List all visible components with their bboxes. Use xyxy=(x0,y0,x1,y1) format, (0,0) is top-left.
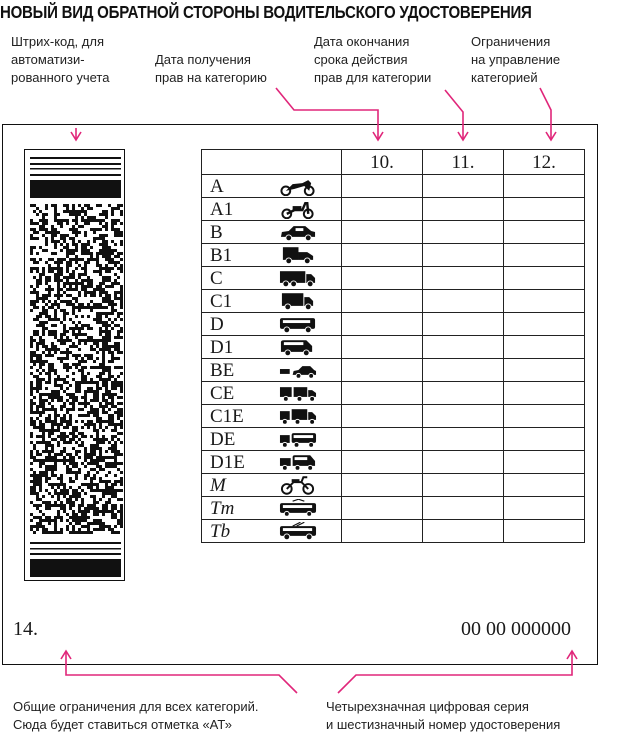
category-row-ce xyxy=(202,382,585,405)
category-c10-cell xyxy=(342,474,423,497)
category-label: CE xyxy=(210,383,235,404)
category-c11-cell xyxy=(423,405,504,428)
annotation-restrictions xyxy=(471,33,560,87)
category-label: Tb xyxy=(210,521,231,542)
header-col-12: 12. xyxy=(504,150,585,175)
category-cell xyxy=(202,474,342,497)
category-row-c1 xyxy=(202,290,585,313)
category-c12-cell xyxy=(504,336,585,359)
category-c11-cell xyxy=(423,451,504,474)
annotation-line: прав для категории xyxy=(314,70,432,85)
category-label: BE xyxy=(210,360,235,381)
category-cell xyxy=(202,359,342,382)
category-label: A1 xyxy=(210,199,234,220)
category-c12-cell xyxy=(504,267,585,290)
bus-trailer-icon xyxy=(279,430,317,449)
table-header-row xyxy=(202,150,585,175)
category-cell xyxy=(202,451,342,474)
annotation-general xyxy=(13,698,258,734)
category-cell xyxy=(202,405,342,428)
category-row-tb xyxy=(202,520,585,543)
annotation-line: автоматизи- xyxy=(11,52,85,67)
header-col-10: 10. xyxy=(342,150,423,175)
category-c11-cell xyxy=(423,359,504,382)
minibus-icon xyxy=(279,338,317,357)
category-c12-cell xyxy=(504,244,585,267)
category-row-c1e xyxy=(202,405,585,428)
category-row-be xyxy=(202,359,585,382)
category-label: M xyxy=(210,475,226,496)
category-c12-cell xyxy=(504,497,585,520)
category-c10-cell xyxy=(342,451,423,474)
category-c12-cell xyxy=(504,175,585,198)
category-row-m xyxy=(202,474,585,497)
category-c12-cell xyxy=(504,451,585,474)
small-truck-icon xyxy=(279,246,317,265)
category-cell xyxy=(202,244,342,267)
category-c10-cell xyxy=(342,198,423,221)
category-c12-cell xyxy=(504,474,585,497)
category-c10-cell xyxy=(342,267,423,290)
category-cell xyxy=(202,267,342,290)
annotation-line: Штрих-код, для xyxy=(11,34,104,49)
annotation-line: прав на категорию xyxy=(155,70,267,85)
category-row-tm xyxy=(202,497,585,520)
annotation-line: рованного учета xyxy=(11,70,110,85)
medium-truck-trailer-icon xyxy=(279,407,317,426)
header-blank-cell xyxy=(202,150,342,175)
category-c11-cell xyxy=(423,313,504,336)
category-label: B1 xyxy=(210,245,233,266)
category-c11-cell xyxy=(423,267,504,290)
header-col-11: 11. xyxy=(423,150,504,175)
category-cell xyxy=(202,497,342,520)
category-c11-cell xyxy=(423,474,504,497)
annotation-barcode xyxy=(11,33,109,87)
category-row-c xyxy=(202,267,585,290)
category-c12-cell xyxy=(504,359,585,382)
categories-table xyxy=(201,149,585,543)
medium-truck-icon xyxy=(279,292,317,311)
motorcycle-icon xyxy=(279,177,317,196)
category-c11-cell xyxy=(423,244,504,267)
annotation-line: срока действия xyxy=(314,52,408,67)
category-c10-cell xyxy=(342,405,423,428)
truck-trailer-icon xyxy=(279,384,317,403)
category-c10-cell xyxy=(342,175,423,198)
annotation-date-expiry xyxy=(314,33,431,87)
category-c11-cell xyxy=(423,497,504,520)
category-label: D1E xyxy=(210,452,245,473)
category-row-de xyxy=(202,428,585,451)
annotation-date-issue xyxy=(155,51,267,87)
category-c10-cell xyxy=(342,336,423,359)
category-c12-cell xyxy=(504,428,585,451)
category-cell xyxy=(202,175,342,198)
category-c10-cell xyxy=(342,359,423,382)
trolleybus-icon xyxy=(279,522,317,541)
category-label: DE xyxy=(210,429,236,450)
category-c12-cell xyxy=(504,313,585,336)
category-cell xyxy=(202,520,342,543)
minibus-trailer-icon xyxy=(279,453,317,472)
category-label: B xyxy=(210,222,223,243)
category-row-b xyxy=(202,221,585,244)
category-c11-cell xyxy=(423,428,504,451)
category-c11-cell xyxy=(423,520,504,543)
field-14-label: 14. xyxy=(13,618,38,640)
category-c12-cell xyxy=(504,520,585,543)
category-c10-cell xyxy=(342,313,423,336)
category-c10-cell xyxy=(342,290,423,313)
category-label: A xyxy=(210,176,224,197)
category-cell xyxy=(202,313,342,336)
category-cell xyxy=(202,382,342,405)
category-c12-cell xyxy=(504,405,585,428)
category-c12-cell xyxy=(504,382,585,405)
moped-icon xyxy=(279,476,317,495)
category-label: C1E xyxy=(210,406,244,427)
annotation-line: Ограничения xyxy=(471,34,551,49)
category-cell xyxy=(202,221,342,244)
car-icon xyxy=(279,223,317,242)
barcode-icon xyxy=(25,150,125,581)
truck-icon xyxy=(279,269,317,288)
category-row-b1 xyxy=(202,244,585,267)
page-title: НОВЫЙ ВИД ОБРАТНОЙ СТОРОНЫ ВОДИТЕЛЬСКОГО УДОСТОВЕРЕНИЯ xyxy=(0,2,532,22)
category-label: D1 xyxy=(210,337,234,358)
category-c11-cell xyxy=(423,336,504,359)
category-cell xyxy=(202,336,342,359)
category-label: C xyxy=(210,268,223,289)
annotation-line: Сюда будет ставиться отметка «АТ» xyxy=(13,717,232,732)
annotation-serial xyxy=(326,698,560,734)
category-row-d1 xyxy=(202,336,585,359)
annotation-line: на управление xyxy=(471,52,561,67)
category-c12-cell xyxy=(504,198,585,221)
annotation-line: и шестизначный номер удостоверения xyxy=(326,717,561,732)
category-c11-cell xyxy=(423,290,504,313)
category-c10-cell xyxy=(342,497,423,520)
category-c10-cell xyxy=(342,382,423,405)
category-c11-cell xyxy=(423,198,504,221)
category-c12-cell xyxy=(504,221,585,244)
category-c12-cell xyxy=(504,290,585,313)
category-c11-cell xyxy=(423,221,504,244)
category-label: Tm xyxy=(210,498,235,519)
category-row-d xyxy=(202,313,585,336)
annotation-line: Дата окончания xyxy=(314,34,410,49)
serial-number: 00 00 000000 xyxy=(461,618,571,640)
category-label: D xyxy=(210,314,224,335)
category-row-a1 xyxy=(202,198,585,221)
category-c10-cell xyxy=(342,520,423,543)
category-c10-cell xyxy=(342,221,423,244)
category-c11-cell xyxy=(423,382,504,405)
category-c10-cell xyxy=(342,428,423,451)
scooter-icon xyxy=(279,200,317,219)
category-cell xyxy=(202,198,342,221)
bus-icon xyxy=(279,315,317,334)
annotation-line: Общие ограничения для всех категорий. xyxy=(13,699,259,714)
car-trailer-icon xyxy=(279,361,317,380)
category-row-a xyxy=(202,175,585,198)
annotation-line: Четырехзначная цифровая серия xyxy=(326,699,529,714)
category-label: C1 xyxy=(210,291,233,312)
barcode xyxy=(24,149,125,581)
annotation-line: категорией xyxy=(471,70,538,85)
category-cell xyxy=(202,428,342,451)
tram-icon xyxy=(279,499,317,518)
category-row-d1e xyxy=(202,451,585,474)
category-c10-cell xyxy=(342,244,423,267)
category-cell xyxy=(202,290,342,313)
annotation-line: Дата получения xyxy=(155,52,251,67)
category-c11-cell xyxy=(423,175,504,198)
